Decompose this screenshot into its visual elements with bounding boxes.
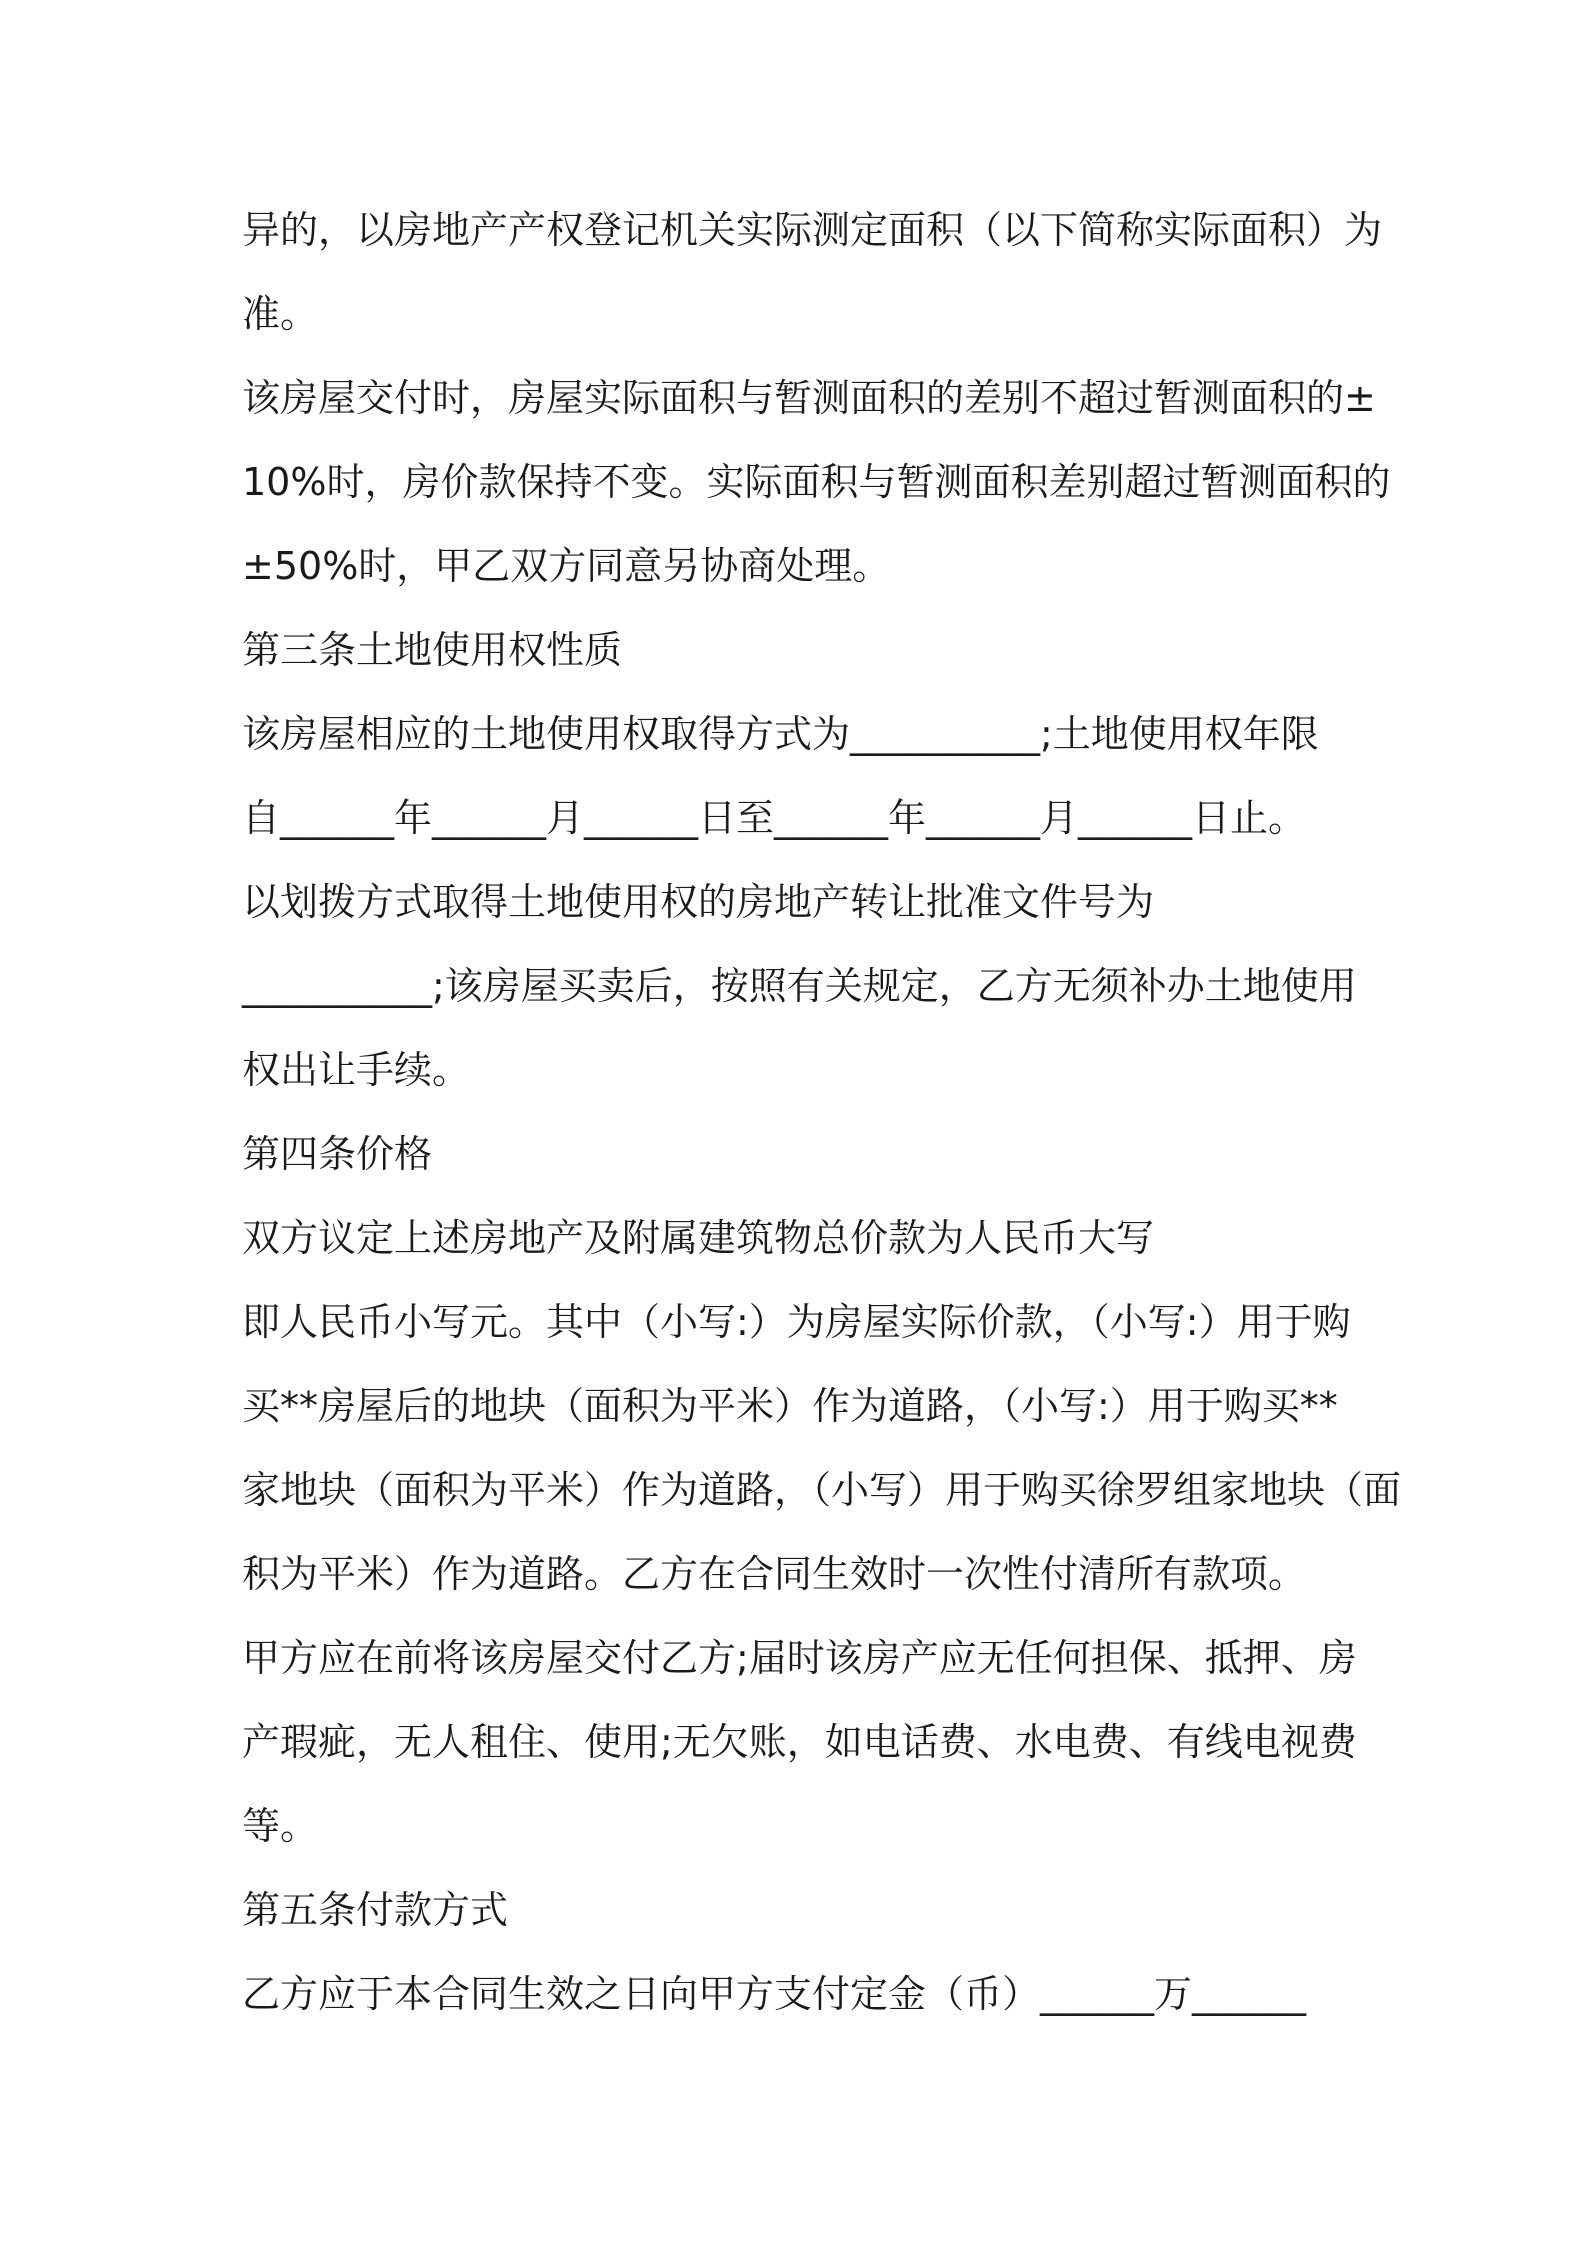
- paragraph-line: 自______年______月______日至______年______月______日止。: [242, 796, 1307, 840]
- paragraph-line: 等。: [242, 1804, 319, 1848]
- paragraph-line: 双方议定上述房地产及附属建筑物总价款为人民币大写: [242, 1216, 1155, 1260]
- paragraph-line: 异的，以房地产产权登记机关实际测定面积（以下简称实际面积）为: [242, 208, 1383, 252]
- section-heading: 第三条土地使用权性质: [242, 628, 623, 672]
- paragraph-line: 家地块（面积为平米）作为道路，（小写）用于购买徐罗组家地块（面: [242, 1468, 1402, 1512]
- paragraph-line: 该房屋交付时，房屋实际面积与暂测面积的差别不超过暂测面积的±: [242, 376, 1376, 420]
- paragraph-line: 以划拨方式取得土地使用权的房地产转让批准文件号为: [242, 880, 1155, 924]
- paragraph-line: ±50%时，甲乙双方同意另协商处理。: [242, 544, 891, 588]
- paragraph-line: 产瑕疵，无人租住、使用;无欠账，如电话费、水电费、有线电视费: [242, 1720, 1357, 1764]
- section-heading: 第五条付款方式: [242, 1888, 509, 1932]
- paragraph-line: 甲方应在前将该房屋交付乙方;届时该房产应无任何担保、抵押、房: [242, 1636, 1357, 1680]
- paragraph-line: 准。: [242, 292, 319, 336]
- paragraph-line: 买**房屋后的地块（面积为平米）作为道路，（小写:）用于购买**: [242, 1384, 1338, 1428]
- paragraph-line: 该房屋相应的土地使用权取得方式为__________;土地使用权年限: [242, 712, 1319, 756]
- paragraph-line: 即人民币小写元。其中（小写:）为房屋实际价款，（小写:）用于购: [242, 1300, 1351, 1344]
- paragraph-line: 乙方应于本合同生效之日向甲方支付定金（币）______万______: [242, 1972, 1307, 2016]
- document-body: [242, 188, 1402, 2036]
- paragraph-line: 积为平米）作为道路。乙方在合同生效时一次性付清所有款项。: [242, 1552, 1307, 1596]
- paragraph-line: 10%时，房价款保持不变。实际面积与暂测面积差别超过暂测面积的: [242, 460, 1391, 504]
- section-heading: 第四条价格: [242, 1132, 433, 1176]
- paragraph-line: __________;该房屋买卖后，按照有关规定，乙方无须补办土地使用: [242, 964, 1357, 1008]
- paragraph-line: 权出让手续。: [242, 1048, 471, 1092]
